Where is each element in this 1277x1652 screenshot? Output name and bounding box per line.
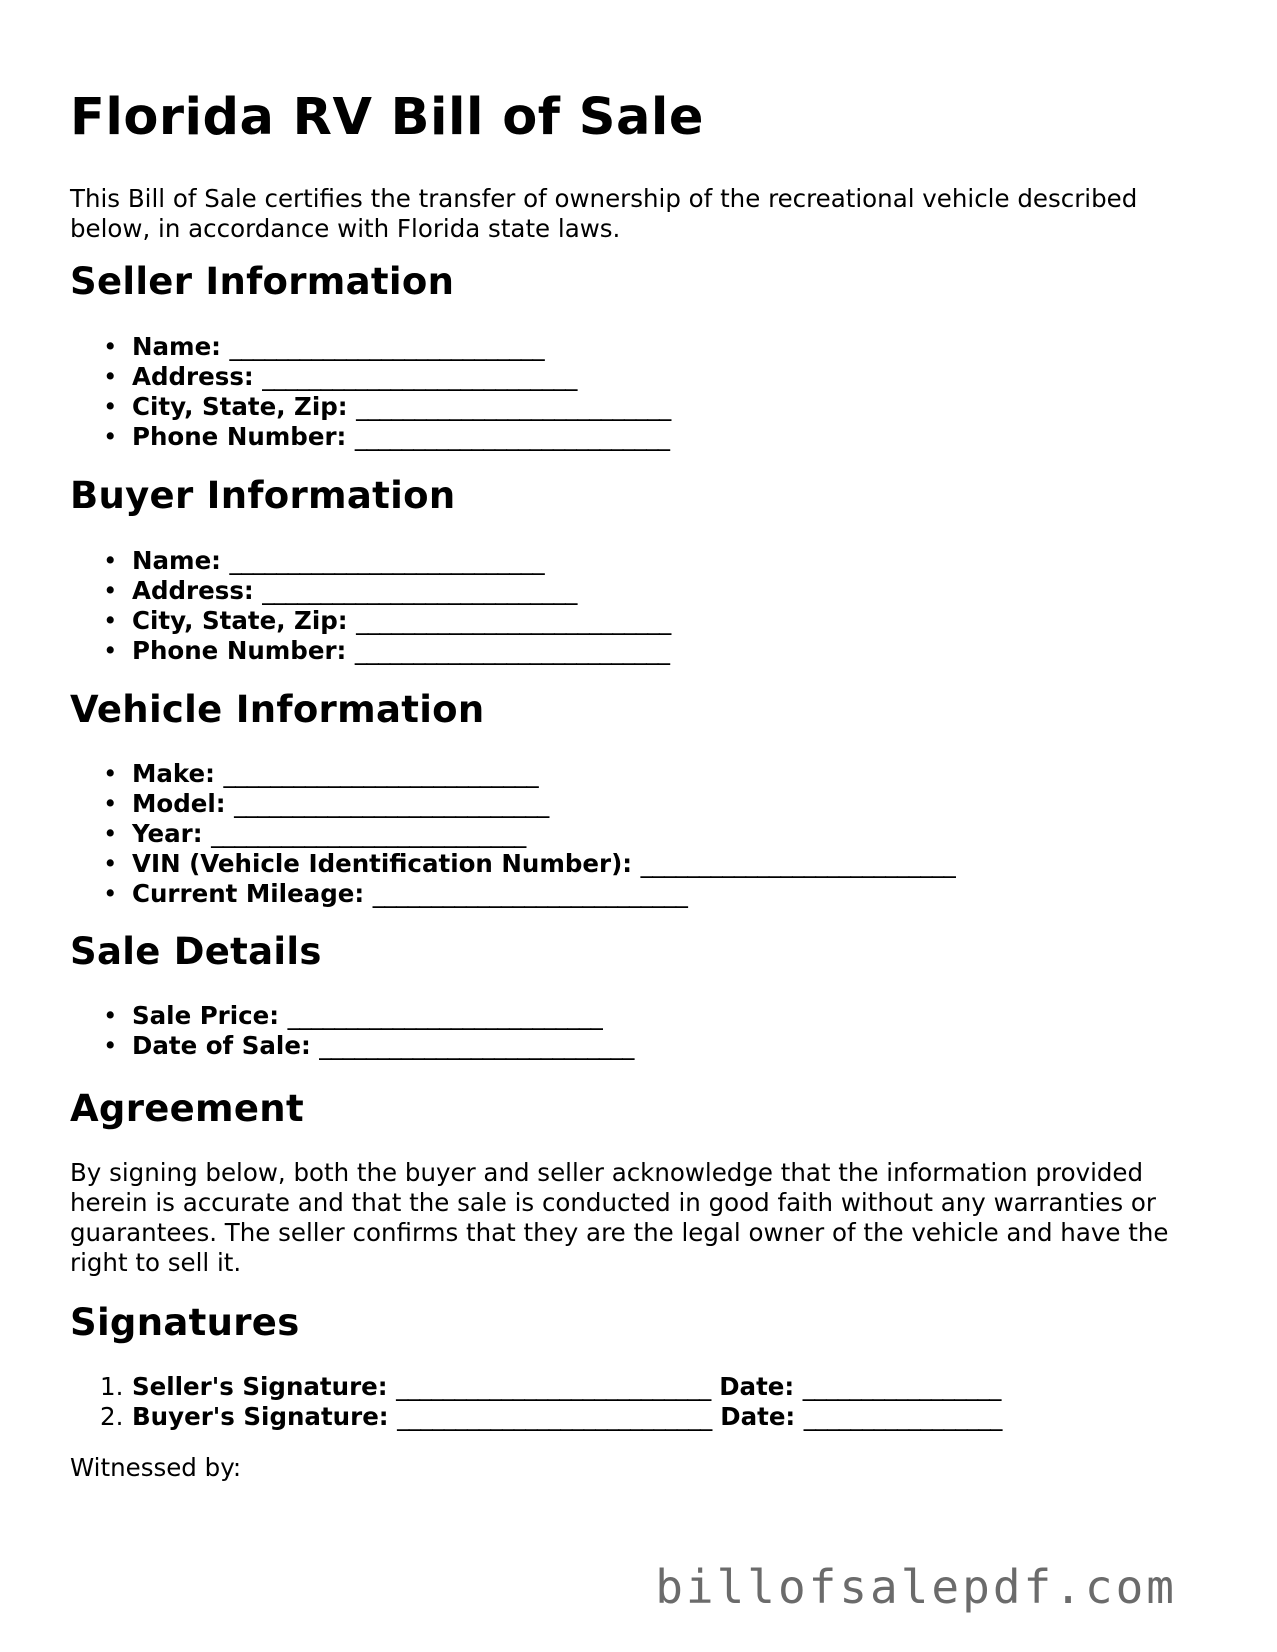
buyer-signature-line[interactable]: 2. Buyer's Signature: ___________________________ Date: _________________: [100, 1402, 1002, 1431]
vehicle-model-field[interactable]: • Model: ___________________________: [103, 789, 549, 818]
seller-heading: Seller Information: [70, 260, 455, 303]
sale-price-field[interactable]: • Sale Price: ___________________________: [103, 1001, 603, 1030]
vehicle-mileage-field[interactable]: • Current Mileage: ___________________________: [103, 879, 688, 908]
buyer-signature-date-field[interactable]: _________________: [803, 1402, 1002, 1431]
intro-paragraph: This Bill of Sale certifies the transfer of ownership of the recreational vehicle described below, in accordance with Florida state laws.: [70, 184, 1138, 243]
signatures-heading: Signatures: [70, 1301, 300, 1344]
seller-signature-line[interactable]: 1. Seller's Signature: ___________________________ Date: _________________: [100, 1372, 1001, 1401]
sale-date-field[interactable]: • Date of Sale: ___________________________: [103, 1031, 634, 1060]
sale-details-heading: Sale Details: [70, 930, 322, 973]
witnessed-by-label: Witnessed by:: [70, 1453, 242, 1482]
buyer-field-list: [70, 546, 671, 666]
seller-phone-field[interactable]: • Phone Number: ___________________________: [103, 422, 670, 451]
agreement-heading: Agreement: [70, 1087, 304, 1130]
sale-field-list: [70, 1001, 634, 1061]
vehicle-make-field[interactable]: • Make: ___________________________: [103, 759, 539, 788]
vehicle-field-list: [70, 759, 955, 909]
seller-signature-date-field[interactable]: _________________: [802, 1372, 1001, 1401]
buyer-signature-date-label: Date:: [720, 1402, 796, 1431]
watermark-text: billofsalepdf.com: [655, 1560, 1177, 1614]
seller-name-field[interactable]: • Name: ___________________________: [103, 332, 545, 361]
signature-list: [70, 1372, 1002, 1432]
seller-field-list: [70, 332, 671, 452]
vehicle-vin-field[interactable]: • VIN (Vehicle Identification Number): ___________________________: [103, 849, 956, 878]
buyer-phone-field[interactable]: • Phone Number: ___________________________: [103, 636, 670, 665]
seller-signature-date-label: Date:: [719, 1372, 795, 1401]
seller-address-field[interactable]: • Address: ___________________________: [103, 362, 577, 391]
buyer-address-field[interactable]: • Address: ___________________________: [103, 576, 577, 605]
buyer-city-state-zip-field[interactable]: • City, State, Zip: ___________________________: [103, 606, 671, 635]
agreement-paragraph: By signing below, both the buyer and seller acknowledge that the information provided herein is accurate and that the sale is conducted in good faith without any warranties or guarantees. The seller confirms that they are the legal owner of the vehicle and have the right to sell it.: [70, 1158, 1169, 1277]
buyer-heading: Buyer Information: [70, 474, 456, 517]
vehicle-year-field[interactable]: • Year: ___________________________: [103, 819, 526, 848]
buyer-name-field[interactable]: • Name: ___________________________: [103, 546, 545, 575]
vehicle-heading: Vehicle Information: [70, 688, 485, 731]
seller-city-state-zip-field[interactable]: • City, State, Zip: ___________________________: [103, 392, 671, 421]
page-title: Florida RV Bill of Sale: [70, 88, 704, 147]
